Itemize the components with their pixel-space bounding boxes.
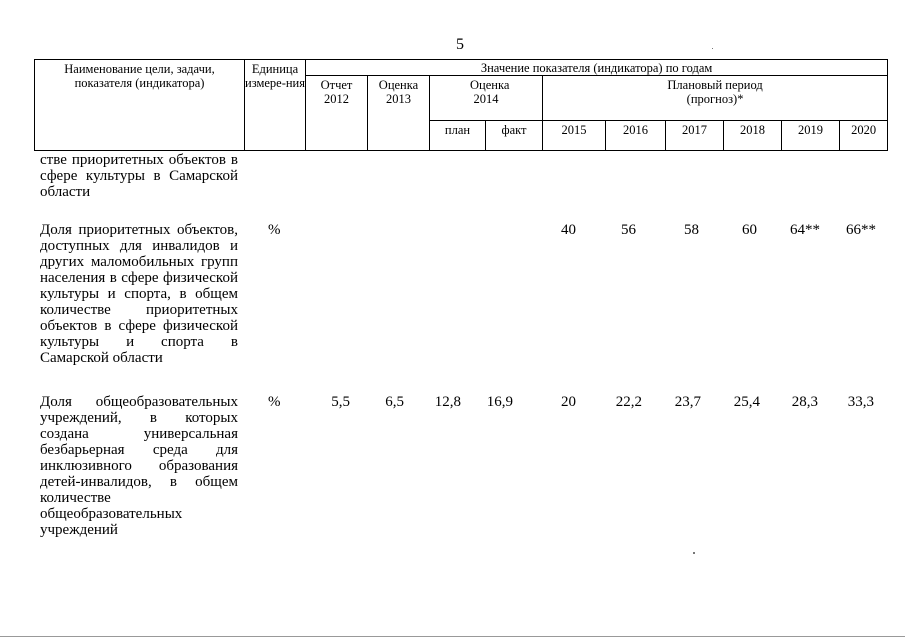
header-name-column: Наименование цели, задачи, показателя (индикатора) bbox=[35, 60, 245, 151]
value-2017: 23,7 bbox=[674, 394, 701, 410]
header-year-2018: 2018 bbox=[724, 121, 782, 151]
header-planned-period: Плановый период (прогноз)* bbox=[543, 76, 888, 121]
header-estimate-2013: Оценка 2013 bbox=[368, 76, 430, 151]
indicator-name: стве приоритетных объектов в сфере культуры в Самарской области bbox=[40, 152, 238, 200]
header-unit-column: Единица измере-ния bbox=[245, 60, 306, 151]
scan-speck bbox=[693, 552, 695, 554]
value-2019: 28,3 bbox=[791, 394, 818, 410]
indicator-unit: % bbox=[268, 394, 281, 410]
value-2016: 22,2 bbox=[615, 394, 642, 410]
value-2012: 5,5 bbox=[331, 394, 350, 410]
value-2020: 66** bbox=[846, 222, 876, 238]
value-2015: 20 bbox=[561, 394, 576, 410]
scan-speck bbox=[712, 48, 713, 49]
value-2017: 58 bbox=[684, 222, 699, 238]
header-values-group: Значение показателя (индикатора) по годам bbox=[306, 60, 888, 76]
page-bottom-edge bbox=[0, 636, 905, 637]
header-report-2012: Отчет 2012 bbox=[306, 76, 368, 151]
header-year-2015: 2015 bbox=[543, 121, 606, 151]
indicator-name: Доля общеобразовательных учреждений, в которых создана универсальная безбарьерная среда для инклюзивного образования детей-инвалидов, в общем количестве общеобразовательных учреждений bbox=[40, 394, 238, 538]
header-year-2020: 2020 bbox=[840, 121, 888, 151]
header-fact: факт bbox=[486, 121, 543, 151]
indicator-name: Доля приоритетных объектов, доступных для инвалидов и других маломобильных групп населения в сфере физической культуры и спорта, в общем количестве приоритетных объектов в сфере физической культуры и спорта в Самарской области bbox=[40, 222, 238, 366]
value-2018: 25,4 bbox=[733, 394, 760, 410]
header-year-2017: 2017 bbox=[666, 121, 724, 151]
header-year-2019: 2019 bbox=[782, 121, 840, 151]
value-2016: 56 bbox=[621, 222, 636, 238]
value-2014-plan: 12,8 bbox=[434, 394, 461, 410]
indicator-table-header bbox=[34, 59, 888, 151]
page-number: 5 bbox=[456, 36, 464, 53]
header-estimate-2014: Оценка 2014 bbox=[430, 76, 543, 121]
header-year-2016: 2016 bbox=[606, 121, 666, 151]
value-2013: 6,5 bbox=[385, 394, 404, 410]
value-2018: 60 bbox=[742, 222, 757, 238]
indicator-unit: % bbox=[268, 222, 281, 238]
value-2014-fact: 16,9 bbox=[486, 394, 513, 410]
value-2020: 33,3 bbox=[847, 394, 874, 410]
value-2019: 64** bbox=[790, 222, 820, 238]
header-plan: план bbox=[430, 121, 486, 151]
value-2015: 40 bbox=[561, 222, 576, 238]
